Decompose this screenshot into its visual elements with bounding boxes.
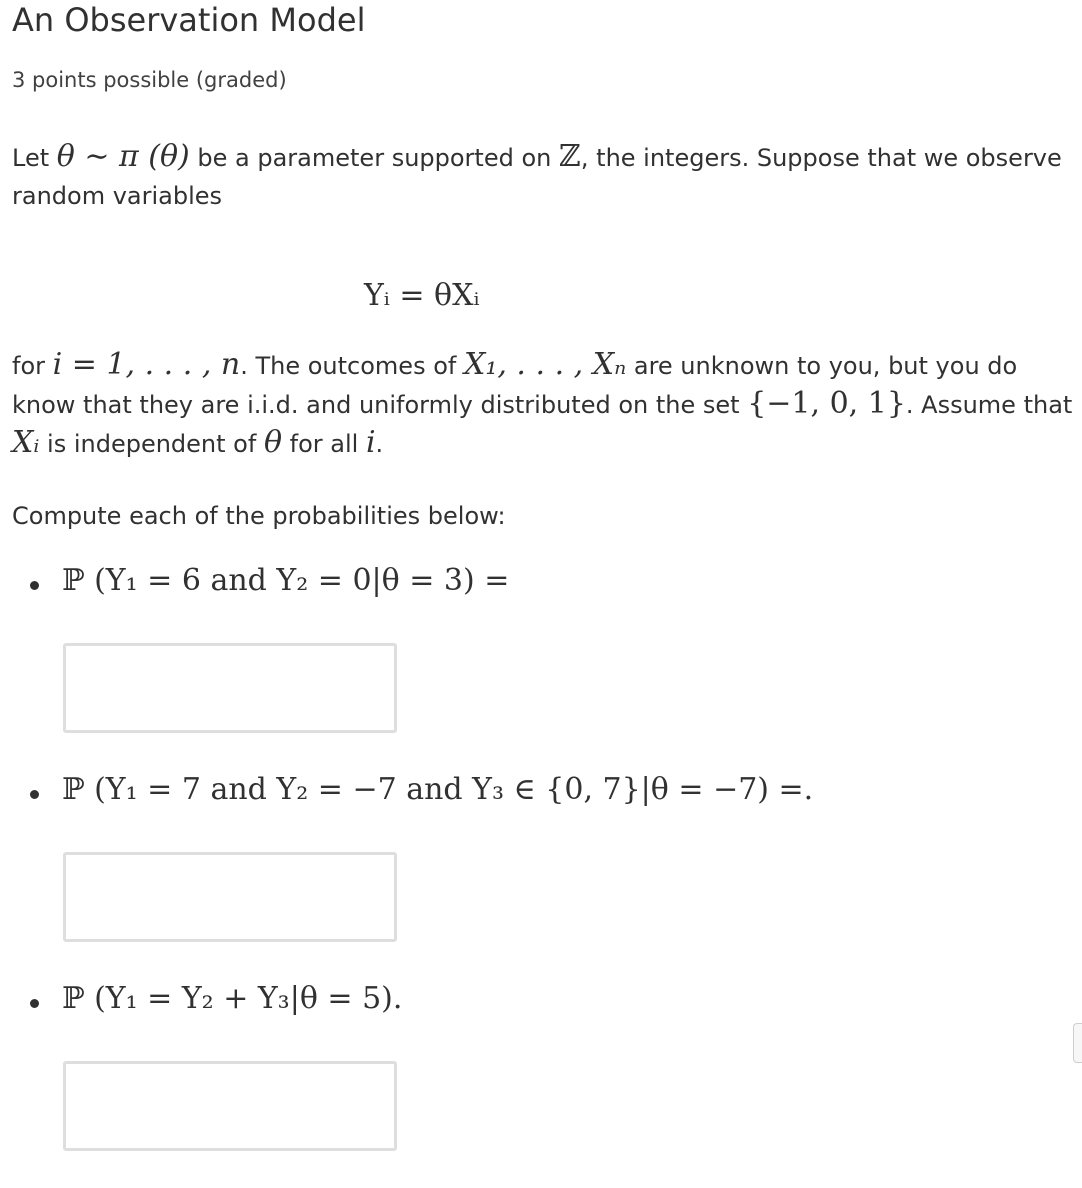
- display-equation: Yᵢ = θXᵢ: [364, 278, 480, 313]
- body-text-2: . The outcomes of: [240, 352, 464, 380]
- body-text-7: .: [375, 430, 384, 458]
- body-math-theta: θ: [263, 425, 282, 460]
- body-text-3: are unknown to you, but you do know that they are i.i.d. and uniformly distributed on the set: [12, 352, 1018, 419]
- scroll-tab-handle[interactable]: [1073, 1023, 1082, 1063]
- body-math-index-range: i = 1, . . . , n: [52, 347, 241, 382]
- body-math-xi: Xᵢ: [12, 425, 40, 460]
- body-math-i: i: [365, 425, 376, 460]
- compute-prompt: Compute each of the probabilities below:: [12, 502, 506, 530]
- answer-input-2[interactable]: [63, 852, 397, 942]
- intro-text-2: be a parameter supported on: [189, 144, 559, 172]
- intro-math-prior: θ ∼ π (θ): [56, 139, 190, 174]
- bullet-icon: [30, 790, 39, 799]
- question-expression-1: ℙ (Y₁ = 6 and Y₂ = 0|θ = 3) =: [62, 563, 510, 598]
- body-math-x-vars: X₁, . . . , Xₙ: [463, 347, 627, 382]
- answer-input-1[interactable]: [63, 643, 397, 733]
- body-text-4: . Assume that: [905, 391, 1073, 419]
- intro-paragraph: [12, 138, 1074, 215]
- body-text-6: for all: [282, 430, 366, 458]
- bullet-icon: [30, 999, 39, 1008]
- question-expression-2: ℙ (Y₁ = 7 and Y₂ = −7 and Y₃ ∈ {0, 7}|θ = −7) =.: [62, 772, 814, 807]
- problem-title: An Observation Model: [12, 1, 366, 39]
- body-text-1: for: [12, 352, 53, 380]
- body-paragraph: [12, 346, 1074, 463]
- intro-text-1: Let: [12, 144, 57, 172]
- points-possible: 3 points possible (graded): [12, 68, 287, 92]
- bullet-icon: [30, 581, 39, 590]
- question-expression-3: ℙ (Y₁ = Y₂ + Y₃|θ = 5).: [62, 981, 403, 1016]
- body-text-5: is independent of: [39, 430, 264, 458]
- intro-math-integers: ℤ: [559, 139, 581, 174]
- body-math-set: {−1, 0, 1}: [747, 386, 906, 421]
- answer-input-3[interactable]: [63, 1061, 397, 1151]
- intro-text-3: , the integers. Suppose that we observe random variables: [12, 144, 1062, 210]
